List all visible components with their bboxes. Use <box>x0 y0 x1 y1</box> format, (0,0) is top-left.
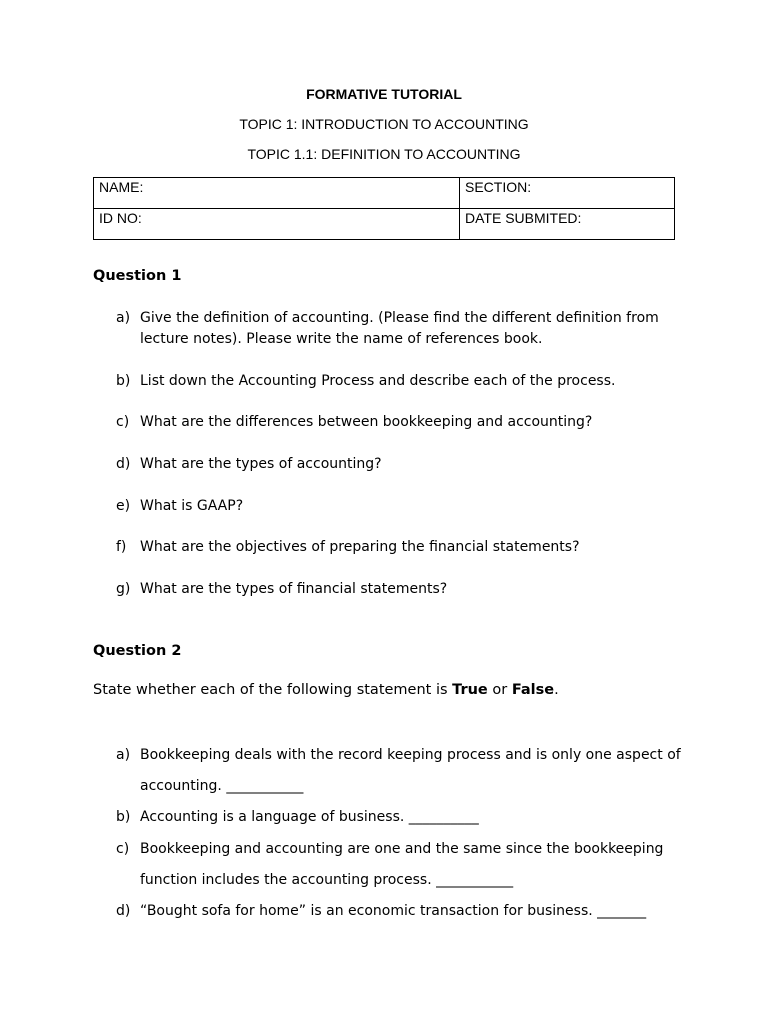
id-no-cell: ID NO: <box>94 209 460 240</box>
item-label: a) <box>116 747 131 763</box>
subtopic-heading: TOPIC 1.1: DEFINITION TO ACCOUNTING <box>247 146 521 162</box>
item-label: c) <box>116 841 130 857</box>
student-info-table <box>93 177 675 240</box>
item-label: e) <box>116 498 131 514</box>
item-label: b) <box>116 809 131 825</box>
table-row <box>94 178 675 209</box>
item-text: What are the objectives of preparing the financial statements? <box>140 539 580 555</box>
table-row <box>94 209 675 240</box>
item-text: Bookkeeping and accounting are one and the same since the bookkeeping function includes the accounting process. ___________ <box>140 841 664 888</box>
true-keyword: True <box>452 682 488 698</box>
item-text: Accounting is a language of business. __________ <box>140 809 479 825</box>
section-cell: SECTION: <box>460 178 675 209</box>
date-submitted-cell: DATE SUBMITED: <box>460 209 675 240</box>
item-text: List down the Accounting Process and describe each of the process. <box>140 373 616 389</box>
instruction-end: . <box>554 682 559 698</box>
item-text: What are the differences between bookkeeping and accounting? <box>140 414 593 430</box>
item-label: b) <box>116 373 131 389</box>
topic-heading: TOPIC 1: INTRODUCTION TO ACCOUNTING <box>239 116 529 132</box>
item-text: “Bought sofa for home” is an economic transaction for business. _______ <box>140 903 647 919</box>
instruction-or: or <box>487 682 512 698</box>
item-label: a) <box>116 310 131 326</box>
question-1-heading: Question 1 <box>93 268 182 284</box>
document-title: FORMATIVE TUTORIAL <box>306 86 462 102</box>
item-text: What are the types of financial statements? <box>140 581 448 597</box>
item-label: c) <box>116 414 130 430</box>
item-label: d) <box>116 903 131 919</box>
item-label: g) <box>116 581 131 597</box>
item-label: f) <box>116 539 127 555</box>
item-text: What are the types of accounting? <box>140 456 382 472</box>
instruction-text: State whether each of the following statement is <box>93 682 453 698</box>
item-text: Give the definition of accounting. (Please find the different definition from lecture notes). Please write the name of references book. <box>140 310 659 347</box>
item-text: Bookkeeping deals with the record keeping process and is only one aspect of accounting. ___________ <box>140 747 681 794</box>
item-label: d) <box>116 456 131 472</box>
false-keyword: False <box>511 682 555 698</box>
question-2-instructions <box>93 682 559 698</box>
name-cell: NAME: <box>94 178 460 209</box>
question-2-heading: Question 2 <box>93 643 182 659</box>
item-text: What is GAAP? <box>140 498 244 514</box>
